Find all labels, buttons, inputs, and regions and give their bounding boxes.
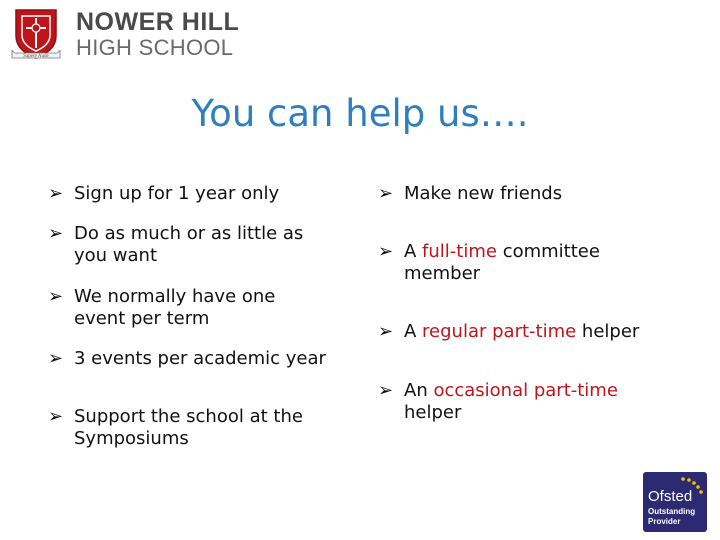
highlight-text: full-time [422,241,497,262]
highlight-text: occasional part-time [433,380,618,401]
bullet-text: We normally have one event per term [74,286,276,329]
arrowhead-bullet-icon: ➢ [48,183,64,204]
highlight-text: regular part-time [422,321,577,342]
bullet-text: 3 events per academic year [74,348,326,369]
bullet-text: Sign up for 1 year only [74,183,280,204]
ofsted-name: Ofsted [648,488,693,505]
bullet-text: Support the school at the Symposiums [74,406,303,449]
ofsted-badge-icon [643,472,707,532]
school-name-line2: HIGH SCHOOL [76,35,234,60]
arrowhead-bullet-icon: ➢ [378,183,394,204]
school-name [76,10,239,59]
list-item [48,223,338,267]
arrowhead-bullet-icon: ➢ [378,241,394,262]
arrowhead-bullet-icon: ➢ [48,348,64,369]
list-item [378,241,658,285]
list-item [378,380,678,424]
list-item [48,183,348,205]
list-item [378,183,678,205]
school-crest-icon [10,6,68,62]
list-item [378,321,698,343]
list-item [48,286,318,330]
bullet-text: Do as much or as little as you want [74,223,304,266]
school-name-line1: NOWER HILL [76,8,240,36]
bullet-text: A full-time committee member [404,241,600,284]
ofsted-line1: Outstanding [648,507,696,516]
arrowhead-bullet-icon: ➢ [378,321,394,342]
arrowhead-bullet-icon: ➢ [48,286,64,307]
arrowhead-bullet-icon: ➢ [48,406,64,427]
page-title: You can help us…. [191,92,529,135]
arrowhead-bullet-icon: ➢ [378,380,394,401]
bullet-text: Make new friends [404,183,563,204]
ofsted-line2: Provider [648,517,681,526]
bullet-text: A regular part-time helper [404,321,640,342]
list-item [48,348,358,370]
arrowhead-bullet-icon: ➢ [48,223,64,244]
crest-motto: Sapere Aude [23,54,49,59]
list-item [48,406,348,450]
bullet-text: An occasional part-time helper [404,380,618,423]
